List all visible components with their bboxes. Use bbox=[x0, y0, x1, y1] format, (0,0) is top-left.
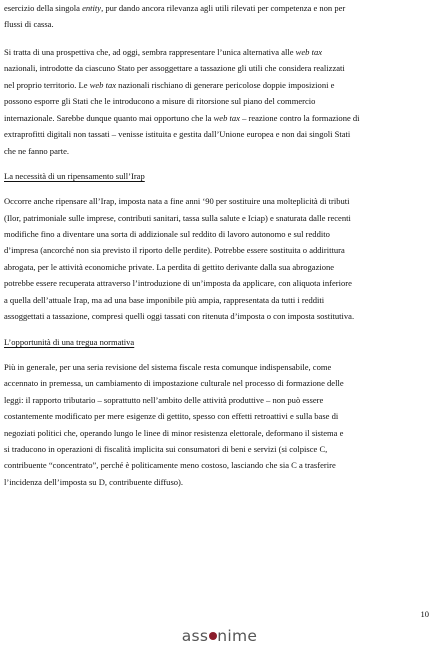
text-line: flussi di cassa. bbox=[4, 19, 54, 30]
paragraph-web-tax bbox=[4, 44, 424, 159]
document-body bbox=[4, 0, 424, 490]
assonime-logo bbox=[0, 627, 439, 645]
text-span: – reazione contro la formazione di bbox=[239, 112, 360, 123]
text-span: nel proprio territorio. Le bbox=[4, 79, 90, 90]
logo-text-left: ass bbox=[181, 627, 209, 645]
paragraph-entity-intro bbox=[4, 0, 424, 33]
section-heading-tregua: L’opportunità di una tregua normativa bbox=[4, 336, 135, 347]
page-number: 10 bbox=[420, 609, 429, 619]
emphasis-text: web tax bbox=[295, 46, 323, 57]
text-line: a quella dell’attuale Irap, ma ad una base imponibile più ampia, rappresentata da tutti i redditi bbox=[4, 294, 325, 305]
spacer bbox=[4, 325, 424, 334]
text-span: , pur dando ancora rilevanza agli utili rilevati per competenza e non per bbox=[101, 3, 346, 13]
spacer bbox=[4, 159, 424, 168]
text-span: Si tratta di una prospettiva che, ad oggi, sembra rappresentare l’unica alternativa alle bbox=[4, 46, 296, 57]
text-line: leggi: il rapporto tributario – soprattutto nell’ambito delle attività produttive – non può essere bbox=[4, 394, 324, 405]
text-line: abrogata, per le attività economiche private. La perdita di gettito derivante dalla sua abrogazione bbox=[4, 261, 335, 272]
text-line: costantemente modificato per mere esigenze di gettito, spesso con effetti retroattivi e sulla base di bbox=[4, 411, 339, 422]
text-span: esercizio della singola bbox=[4, 3, 83, 13]
text-line bbox=[4, 0, 424, 16]
text-line: accennato in premessa, un cambiamento di impostazione culturale nel processo di formazione delle bbox=[4, 378, 344, 389]
emphasis-text: web tax bbox=[213, 112, 240, 123]
text-line: potrebbe essere recuperata attraverso l’introduzione di un’imposta da applicare, con aliquota inferiore bbox=[4, 278, 352, 289]
text-line: extraprofitti digitali non tassati – venisse istituita e gestita dall’Unione europea e non dai singoli Stati bbox=[4, 129, 351, 140]
text-line: Più in generale, per una seria revisione del sistema fiscale resta comunque indispensabile, come bbox=[4, 361, 332, 372]
spacer bbox=[4, 184, 424, 193]
text-line: assoggettati a tassazione, compresi quelli oggi tassati con ritenuta d’imposta o con imposta sostitutiva. bbox=[4, 311, 355, 322]
text-span: internazionale. Sarebbe dunque quanto mai opportuno che la bbox=[4, 112, 214, 123]
text-line: contribuente “concentrato”, perché è politicamente meno costoso, lasciando che sia C a trasferire bbox=[4, 460, 336, 471]
paragraph-irap bbox=[4, 193, 424, 325]
text-line bbox=[4, 44, 424, 60]
text-line: che ne fanno parte. bbox=[4, 145, 70, 156]
text-line: d’impresa (ancorché non sia previsto il riporto delle perdite). Potrebbe essere sostituita o addirittura bbox=[4, 245, 345, 256]
text-line: (Ilor, patrimoniale sulle imprese, contributi sanitari, tassa sulla salute e Iciap) e snaturata dalle recenti bbox=[4, 212, 351, 223]
emphasis-text: entity bbox=[82, 3, 102, 13]
text-line bbox=[4, 77, 424, 93]
logo-text-right: nime bbox=[217, 627, 258, 645]
text-line: l’incidenza dell’imposta su D, contribuente diffuso). bbox=[4, 476, 184, 487]
text-line: negoziati politici che, operando lungo le linee di minor resistenza elettorale, deformano il sistema e bbox=[4, 427, 344, 438]
emphasis-text: web tax bbox=[89, 79, 117, 90]
text-line: Occorre anche ripensare all’Irap, imposta nata a fine anni ‘90 per sostituire una molteplicità di tributi bbox=[4, 196, 350, 207]
text-line: nazionali, introdotte da ciascuno Stato per assoggettare a tassazione gli utili che considera realizzati bbox=[4, 63, 345, 74]
text-line: possono esporre gli Stati che le introducono a misure di ritorsione sul piano del commercio bbox=[4, 96, 316, 107]
spacer bbox=[4, 33, 424, 44]
logo-dot-icon bbox=[209, 632, 217, 640]
text-span: nazionali rischiano di generare pericolose doppie imposizioni e bbox=[116, 79, 335, 90]
text-line: modifiche fino a diventare una sorta di addizionale sul reddito di lavoro autonomo e sul reddito bbox=[4, 228, 330, 239]
spacer bbox=[4, 350, 424, 359]
text-line: si traducono in operazioni di fiscalità implicita sui consumatori di beni e servizi (si colpisce C, bbox=[4, 443, 328, 454]
text-line bbox=[4, 110, 424, 126]
section-heading-irap: La necessità di un ripensamento sull’Irap bbox=[4, 171, 145, 182]
paragraph-tregua bbox=[4, 359, 424, 491]
